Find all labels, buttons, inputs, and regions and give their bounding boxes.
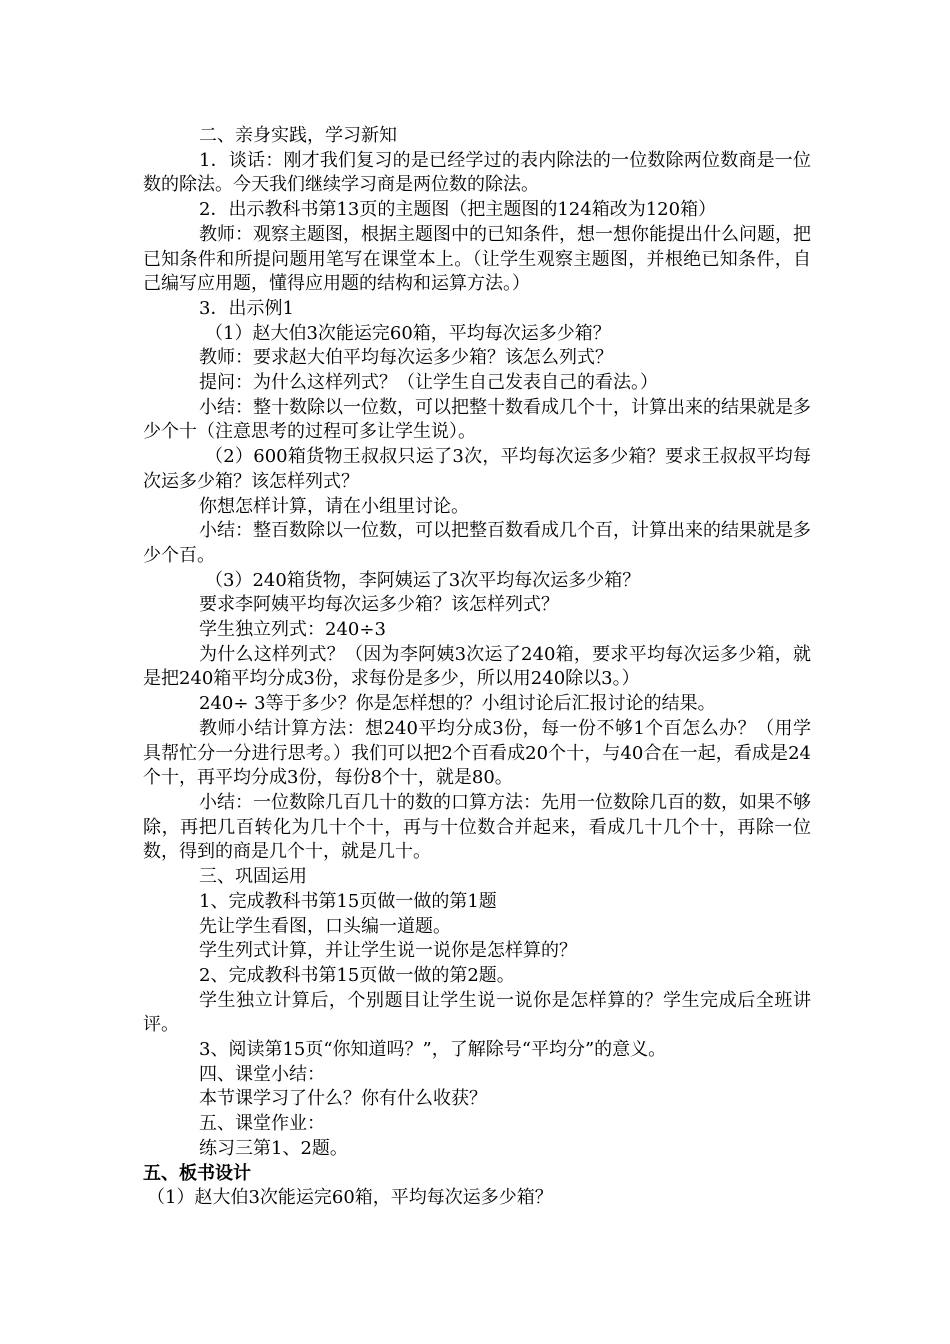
paragraph-ask-formula: 要求李阿姨平均每次运多少箱？该怎样列式？ xyxy=(199,594,559,616)
paragraph-exercise-1: 1、完成教科书第15页做一做的第1题 xyxy=(199,890,497,912)
paragraph-question-1: （1）赵大伯3次能运完60箱，平均每次运多少箱？ xyxy=(205,322,611,344)
paragraph-homework: 练习三第1、2题。 xyxy=(199,1137,348,1159)
paragraph-question-2: （2）600箱货物王叔叔只运了3次，平均每次运多少箱？要求王叔叔平均每次运多少箱？该怎样列式？ xyxy=(143,446,811,492)
paragraph-group-discuss: 你想怎样计算，请在小组里讨论。 xyxy=(199,495,469,517)
paragraph-teacher-method: 教师小结计算方法：想240平均分成3份，每一份不够1个百怎么办？（用学具帮忙分一分进行思考。）我们可以把2个百看成20个十，与40合在一起，看成是24个十，再平均分成3份，每份8个十，就是80。 xyxy=(143,717,811,789)
paragraph-teacher-observe: 教师：观察主题图，根据主题图中的已知条件，想一想你能提出什么问题，把已知条件和所提问题用笔写在课堂本上。（让学生观察主题图，并根绝已知条件，自己编写应用题，懂得应用题的结构和运算方法。） xyxy=(143,223,811,295)
paragraph-question-3: （3）240箱货物，李阿姨运了3次平均每次运多少箱？ xyxy=(205,569,641,591)
paragraph-student-formula: 学生独立列式：240÷3 xyxy=(199,619,386,641)
paragraph-independent: 学生独立计算后，个别题目让学生说一说你是怎样算的？学生完成后全班讲评。 xyxy=(143,989,811,1036)
section-heading-consolidate: 三、巩固运用 xyxy=(199,866,307,888)
document-page xyxy=(143,124,811,1211)
paragraph-exercise-2: 2、完成教科书第15页做一做的第2题。 xyxy=(199,964,515,986)
paragraph-teacher-ask: 教师：要求赵大伯平均每次运多少箱？该怎么列式？ xyxy=(199,347,613,369)
paragraph-reading: 3、阅读第15页“你知道吗？”，了解除号“平均分”的意义。 xyxy=(199,1039,667,1061)
paragraph-what-learned: 本节课学习了什么？你有什么收获？ xyxy=(199,1088,487,1110)
paragraph-show-theme-image: 2．出示教科书第13页的主题图（把主题图的124箱改为120箱） xyxy=(199,199,717,221)
paragraph-summary-hundreds: 小结：整百数除以一位数，可以把整百数看成几个百，计算出来的结果就是多少个百。 xyxy=(143,520,811,566)
section-heading-board-design: 五、板书设计 xyxy=(143,1162,251,1184)
section-heading-summary: 四、课堂小结： xyxy=(199,1063,325,1085)
section-heading-practice: 二、亲身实践，学习新知 xyxy=(199,125,397,146)
paragraph-example-1: 3．出示例1 xyxy=(199,297,294,319)
section-heading-homework: 五、课堂作业： xyxy=(199,1113,325,1135)
paragraph-summary-tens: 小结：整十数除以一位数，可以把整十数看成几个十，计算出来的结果就是多少个十（注意思考的过程可多让学生说）。 xyxy=(143,396,811,443)
paragraph-summary-mental: 小结：一位数除几百几十的数的口算方法：先用一位数除几百的数，如果不够除，再把几百转化为几十个十，再与十位数合并起来，看成几十几个十，再除一位数，得到的商是几个十，就是几十。 xyxy=(143,791,811,863)
paragraph-why: 提问：为什么这样列式？（让学生自己发表自己的看法。） xyxy=(199,372,658,394)
paragraph-why-formula: 为什么这样列式？（因为李阿姨3次运了240箱，要求平均每次运多少箱，就是把240箱平均分成3份，求每份是多少，所以用240除以3。） xyxy=(143,643,811,690)
paragraph-talk: 1．谈话：刚才我们复习的是已经学过的表内除法的一位数除两位数商是一位数的除法。今天我们继续学习商是两位数的除法。 xyxy=(143,149,811,196)
paragraph-board-question-1: （1）赵大伯3次能运完60箱，平均每次运多少箱？ xyxy=(147,1187,553,1209)
paragraph-how-much: 240÷ 3等于多少？你是怎样想的？小组讨论后汇报讨论的结果。 xyxy=(199,693,716,715)
paragraph-calc-explain: 学生列式计算，并让学生说一说你是怎样算的？ xyxy=(199,940,577,962)
paragraph-look-picture: 先让学生看图，口头编一道题。 xyxy=(199,915,451,937)
